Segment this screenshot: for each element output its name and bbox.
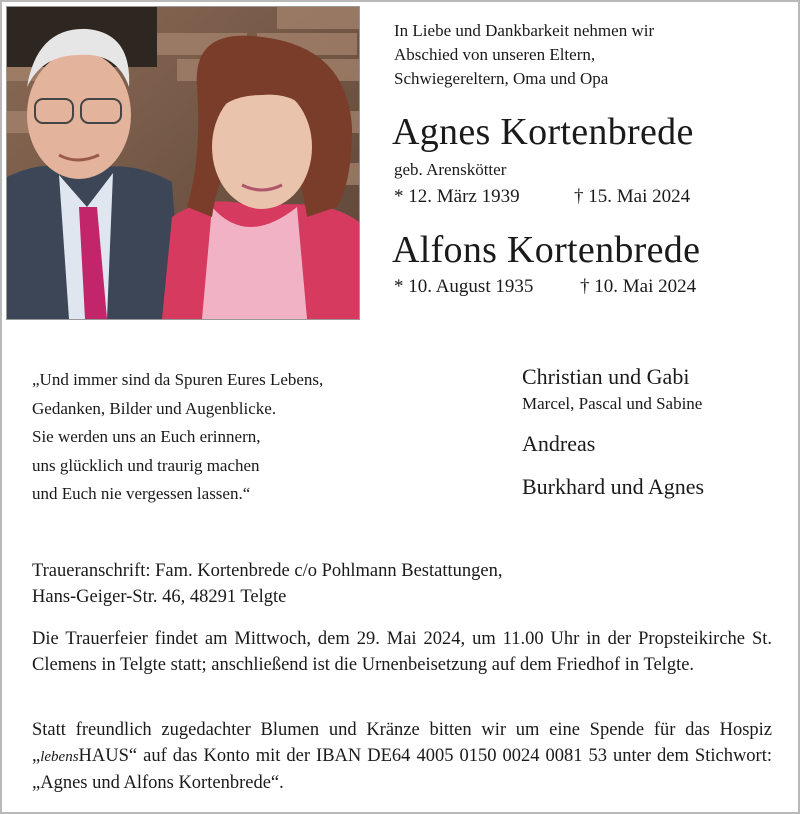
quote-line: und Euch nie vergessen lassen.“ — [32, 484, 251, 503]
family-line-burkhard: Burkhard und Agnes — [522, 474, 705, 499]
ceremony-notice: Die Trauerfeier findet am Mittwoch, dem 29. Mai 2024, um 11.00 Uhr in der Propsteikirche St. Clemens in Telgte statt; anschließend ist die Urnenbeisetzung auf dem Friedhof in Telgte. — [32, 629, 772, 675]
intro-line: In Liebe und Dankbarkeit nehmen wir — [394, 21, 655, 40]
family-line-grandchildren: Marcel, Pascal und Sabine — [522, 394, 703, 413]
family-line-christian: Christian und Gabi — [522, 364, 690, 389]
person1-name: Agnes Kortenbrede — [392, 111, 694, 153]
person1-maiden-name: geb. Arenskötter — [394, 160, 507, 179]
address-line: Traueranschrift: Fam. Kortenbrede c/o Pohlmann Bestattungen, — [32, 561, 503, 581]
couple-photo-illustration — [7, 7, 359, 319]
donation-text-part1: Statt freundlich zugedachter Blumen und Kränze bitten wir um eine Spende für das Hospiz „ — [32, 720, 772, 766]
donation-notice — [32, 717, 772, 796]
intro-text — [394, 19, 774, 91]
intro-line: Abschied von unseren Eltern, — [394, 45, 596, 64]
donation-italic-lebens: lebens — [40, 749, 79, 765]
person1-death-date: † 15. Mai 2024 — [574, 186, 691, 207]
person2-name: Alfons Kortenbrede — [392, 229, 701, 271]
memorial-quote — [32, 366, 402, 509]
person2-death-date: † 10. Mai 2024 — [580, 276, 697, 297]
address-line: Hans-Geiger-Str. 46, 48291 Telgte — [32, 587, 287, 607]
donation-text-part2: HAUS“ auf das Konto mit der IBAN DE64 4005 0150 0024 0081 53 unter dem Stichwort: „Agnes und Alfons Kortenbrede“. — [32, 746, 772, 793]
couple-photo — [6, 6, 360, 320]
family-line-andreas: Andreas — [522, 431, 596, 456]
quote-line: Sie werden uns an Euch erinnern, — [32, 427, 261, 446]
intro-line: Schwiegereltern, Oma und Opa — [394, 69, 609, 88]
person1-birth-date: * 12. März 1939 — [394, 186, 520, 207]
quote-line: „Und immer sind da Spuren Eures Lebens, — [32, 370, 324, 389]
mourning-address — [32, 558, 772, 610]
quote-line: Gedanken, Bilder und Augenblicke. — [32, 398, 277, 418]
quote-line: uns glücklich und traurig machen — [32, 455, 260, 475]
family-members — [522, 362, 792, 499]
person2-birth-date: * 10. August 1935 — [394, 276, 534, 297]
